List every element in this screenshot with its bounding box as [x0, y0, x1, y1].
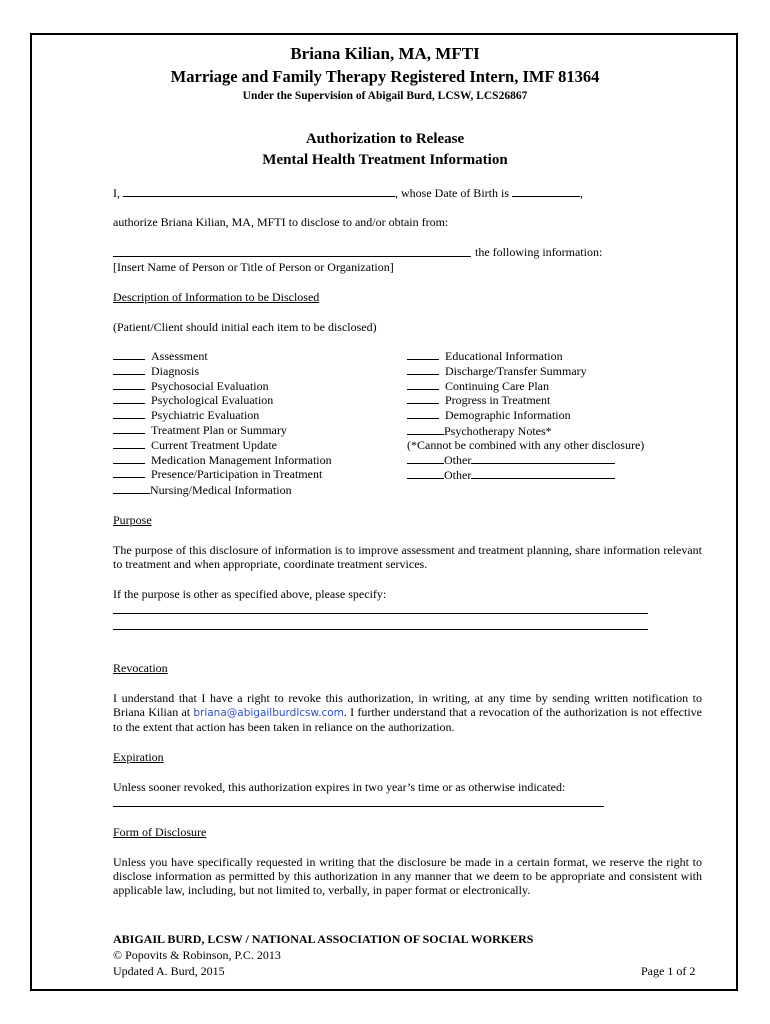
- other-specify-field[interactable]: [471, 468, 615, 479]
- insert-name-hint: [Insert Name of Person or Title of Person or Organization]: [113, 260, 394, 274]
- item-label: Psychotherapy Notes*: [444, 424, 552, 438]
- initial-field[interactable]: [113, 379, 145, 390]
- item-label: Psychosocial Evaluation: [151, 378, 269, 393]
- authorize-text: authorize Briana Kilian, MA, MFTI to disclose to and/or obtain from:: [113, 215, 449, 229]
- footer-org: ABIGAIL BURD, LCSW / NATIONAL ASSOCIATION OF SOCIAL WORKERS: [113, 932, 534, 946]
- purpose-other-label: If the purpose is other as specified above, please specify:: [113, 587, 387, 601]
- item-label: Medication Management Information: [151, 452, 332, 467]
- page-border: [30, 33, 738, 991]
- right-item[interactable]: [407, 349, 563, 363]
- right-item-other-2[interactable]: [407, 468, 615, 482]
- left-item[interactable]: [113, 438, 277, 452]
- right-item[interactable]: [407, 393, 550, 407]
- purpose-text: The purpose of this disclosure of information is to improve assessment and treatment planning, share information relevant to treatment and when appropriate, coordinate treatment services.: [113, 543, 702, 571]
- purpose-other-field-2[interactable]: [113, 629, 648, 630]
- left-item[interactable]: [113, 453, 332, 467]
- left-item[interactable]: [113, 349, 208, 363]
- following-information-label: the following information:: [475, 245, 603, 259]
- right-item-other-1[interactable]: [407, 453, 615, 467]
- initial-field[interactable]: [407, 364, 439, 375]
- footer-updated: Updated A. Burd, 2015: [113, 964, 225, 978]
- revocation-text: [113, 691, 702, 734]
- item-label: Treatment Plan or Summary: [151, 423, 287, 437]
- dob-label: , whose Date of Birth is: [395, 186, 509, 200]
- revocation-text-end: . I further understand that a revocation of the authorization is not effective to the extent that action has been taken in reliance on the authorization.: [113, 705, 703, 734]
- form-title-line2: Mental Health Treatment Information: [262, 152, 508, 168]
- left-item[interactable]: [113, 379, 269, 393]
- left-item[interactable]: [113, 423, 287, 437]
- left-item[interactable]: [113, 364, 199, 378]
- right-item-psychotherapy[interactable]: [407, 424, 552, 438]
- initial-field[interactable]: [407, 468, 444, 479]
- initial-field[interactable]: [407, 393, 439, 404]
- form-of-disclosure-text: Unless you have specifically requested in writing that the disclosure be made in a certain format, we reserve the right to disclose information as permitted by this authorization in any manner that we deem to be appropriate and consistent with applicable law, including, but not limited to, verbally, in paper format or electronically.: [113, 855, 702, 897]
- right-item[interactable]: [407, 408, 571, 422]
- i-prefix: I,: [113, 186, 120, 200]
- item-label: Discharge/Transfer Summary: [445, 363, 587, 378]
- initial-field[interactable]: [407, 453, 444, 464]
- left-item[interactable]: [113, 467, 322, 481]
- right-item[interactable]: [407, 379, 549, 393]
- initial-field[interactable]: [113, 364, 145, 375]
- item-label: Demographic Information: [445, 408, 571, 423]
- form-title-line1: Authorization to Release: [305, 131, 465, 147]
- item-label: Diagnosis: [151, 363, 199, 378]
- purpose-other-field-1[interactable]: [113, 613, 648, 614]
- revocation-text-start: I understand that I have a right to revoke this authorization, in writing, at any time by sending written notification to Briana Kilian at: [113, 691, 702, 719]
- left-item[interactable]: [113, 393, 273, 407]
- description-instruction: (Patient/Client should initial each item to be disclosed): [113, 320, 377, 334]
- practitioner-title: Marriage and Family Therapy Registered Intern, IMF 81364: [170, 67, 600, 86]
- client-name-row: [113, 186, 583, 200]
- item-label: Other: [444, 468, 472, 482]
- description-heading: Description of Information to be Disclosed: [113, 290, 320, 304]
- right-item[interactable]: [407, 364, 587, 378]
- initial-field[interactable]: [113, 408, 145, 419]
- left-item-last[interactable]: [113, 483, 292, 497]
- item-label: Educational Information: [445, 349, 563, 363]
- psychotherapy-note: (*Cannot be combined with any other disclosure): [407, 438, 645, 452]
- item-label: Other: [444, 453, 472, 467]
- initial-field[interactable]: [113, 438, 145, 449]
- item-label: Presence/Participation in Treatment: [151, 467, 323, 482]
- initial-field[interactable]: [407, 424, 444, 435]
- revocation-heading: Revocation: [113, 661, 168, 675]
- item-label: Continuing Care Plan: [445, 378, 549, 393]
- dob-end: ,: [579, 186, 583, 200]
- purpose-heading: Purpose: [113, 513, 152, 527]
- client-name-field[interactable]: [123, 186, 395, 197]
- expiration-heading: Expiration: [113, 750, 164, 764]
- initial-field[interactable]: [113, 483, 150, 494]
- initial-field[interactable]: [407, 349, 439, 360]
- dob-field[interactable]: [512, 186, 580, 197]
- item-label: Progress in Treatment: [445, 393, 551, 408]
- page-number: Page 1 of 2: [641, 964, 696, 978]
- item-label: Psychological Evaluation: [151, 393, 274, 408]
- left-item[interactable]: [113, 408, 259, 422]
- initial-field[interactable]: [407, 408, 439, 419]
- initial-field[interactable]: [407, 379, 439, 390]
- initial-field[interactable]: [113, 453, 145, 464]
- expiration-field[interactable]: [113, 806, 604, 807]
- form-of-disclosure-heading: Form of Disclosure: [113, 825, 207, 839]
- recipient-field[interactable]: [113, 256, 471, 257]
- footer-copyright: © Popovits & Robinson, P.C. 2013: [113, 948, 281, 962]
- item-label: Current Treatment Update: [151, 437, 277, 452]
- practitioner-name: Briana Kilian, MA, MFTI: [290, 44, 480, 63]
- initial-field[interactable]: [113, 349, 145, 360]
- item-label: Assessment: [151, 349, 208, 363]
- supervision-line: Under the Supervision of Abigail Burd, LCSW, LCS26867: [242, 90, 528, 102]
- initial-field[interactable]: [113, 393, 145, 404]
- item-label: Nursing/Medical Information: [150, 483, 292, 497]
- item-label: Psychiatric Evaluation: [151, 408, 260, 423]
- expiration-text: Unless sooner revoked, this authorization expires in two year’s time or as otherwise indicated:: [113, 780, 566, 794]
- initial-field[interactable]: [113, 423, 145, 434]
- other-specify-field[interactable]: [471, 453, 615, 464]
- email-link[interactable]: briana@abigailburdlcsw.com: [193, 707, 344, 719]
- initial-field[interactable]: [113, 467, 145, 478]
